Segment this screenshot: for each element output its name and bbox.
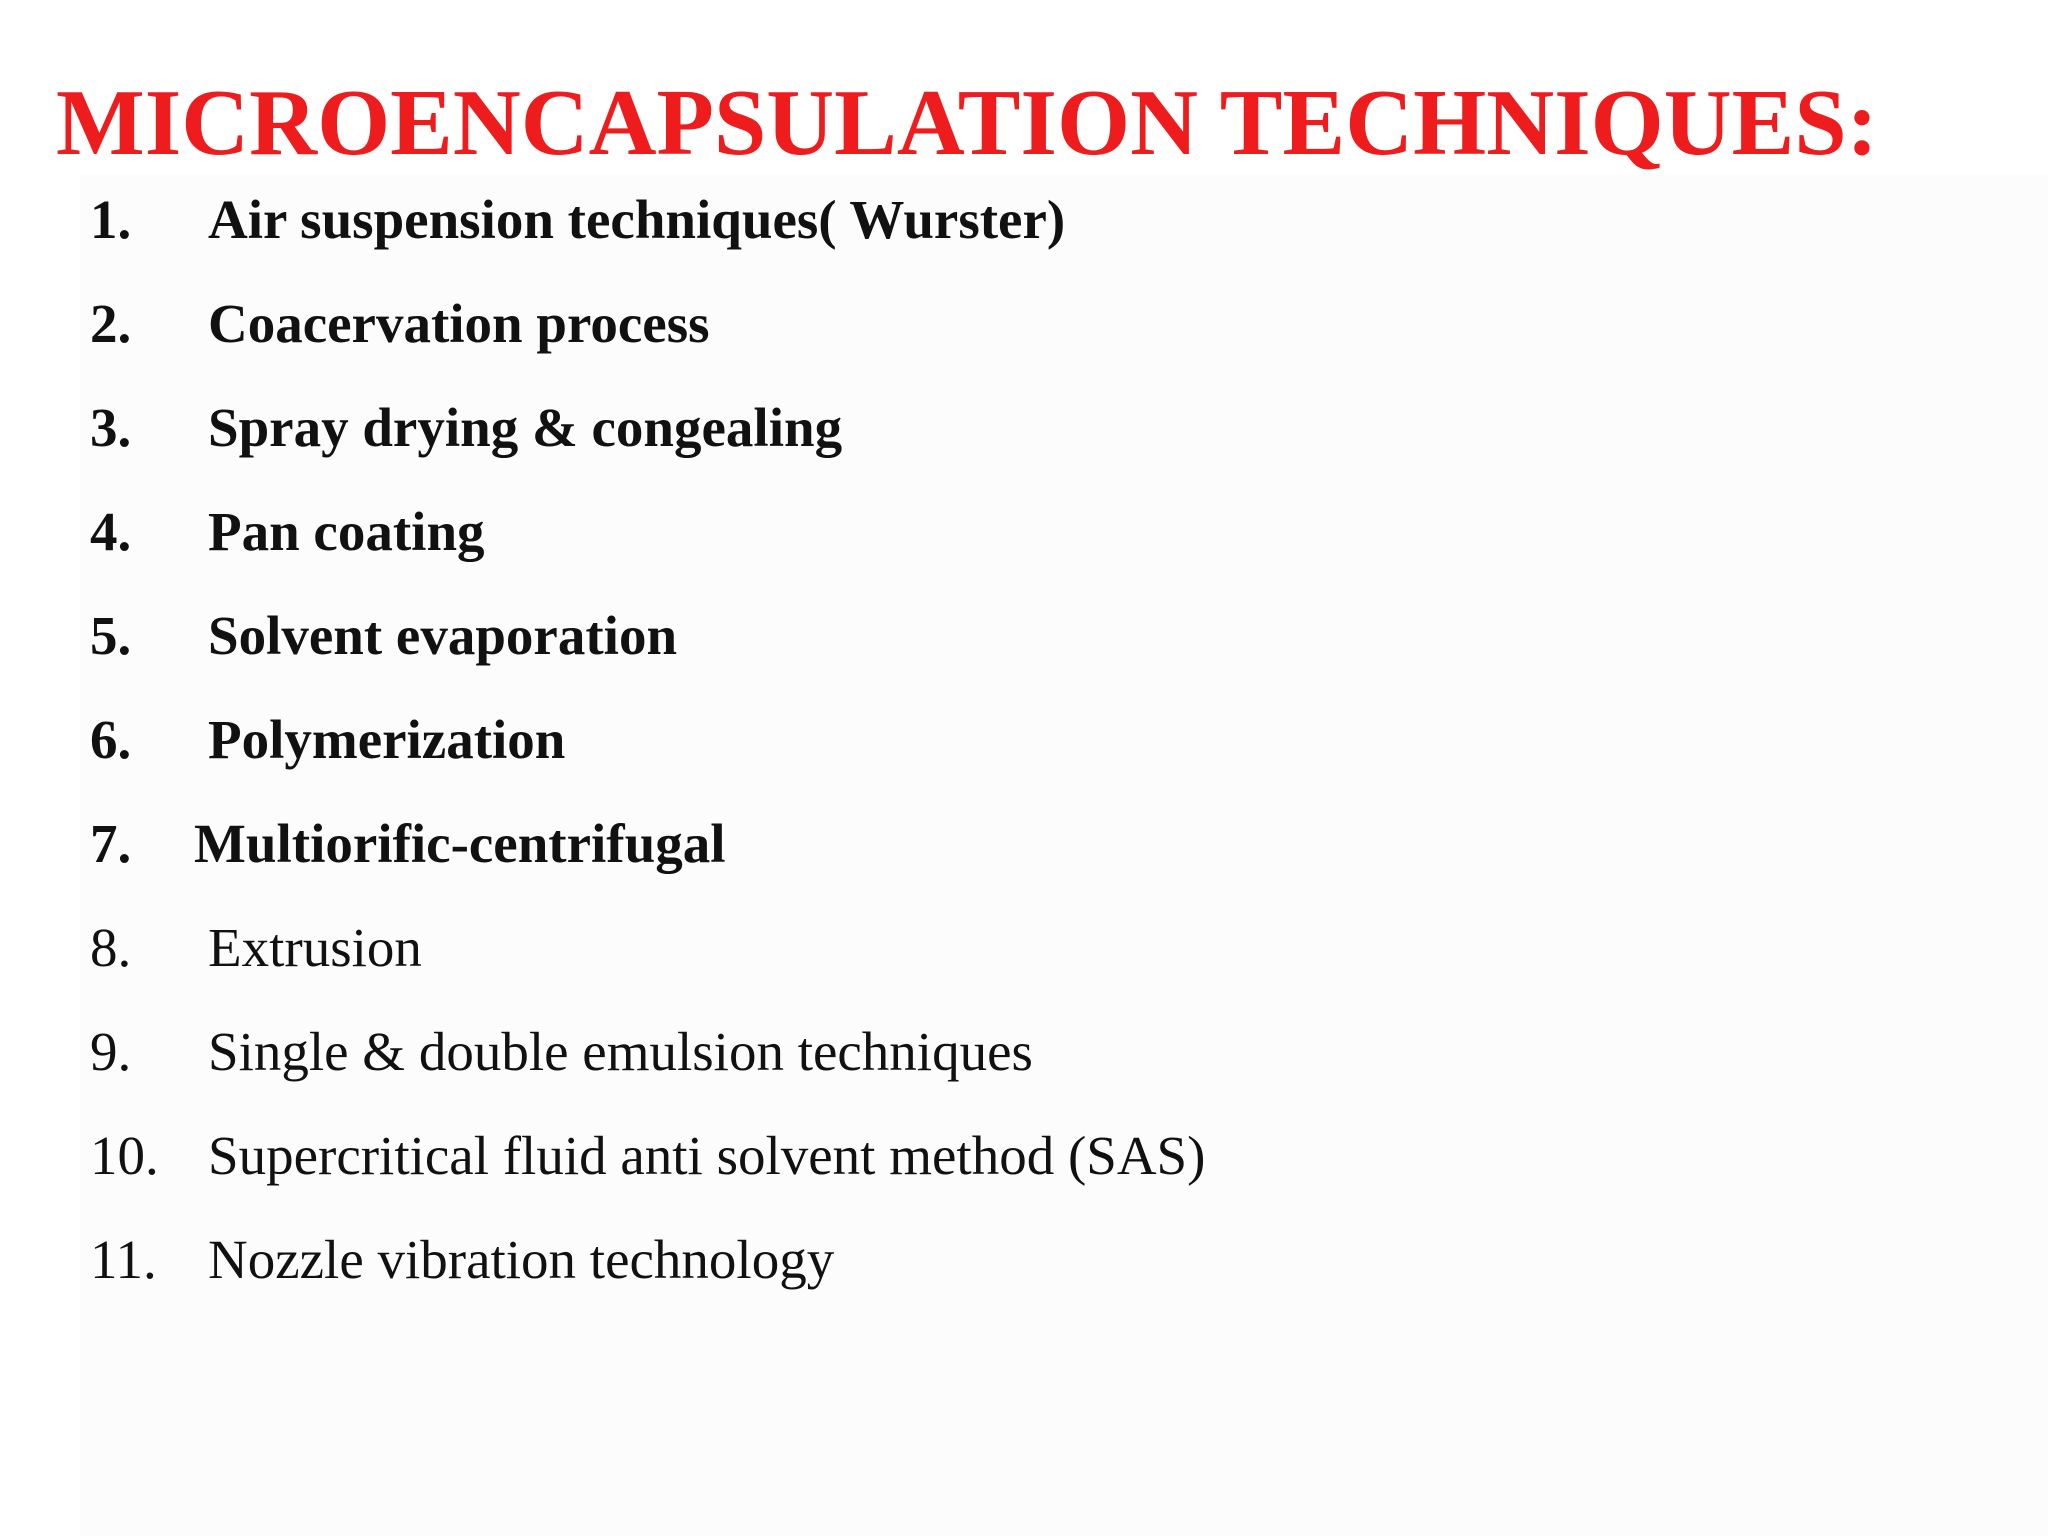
- list-item-text: Solvent evaporation: [208, 605, 678, 666]
- list-item-text: Nozzle vibration technology: [208, 1229, 835, 1290]
- list-item-text: Pan coating: [208, 501, 485, 562]
- list-item-number: 10.: [90, 1125, 159, 1186]
- list-item-number: 6.: [90, 709, 132, 770]
- list-item: [90, 596, 1205, 700]
- list-item-text: Polymerization: [208, 709, 566, 770]
- list-item-text: Multiorific-centrifugal: [194, 813, 726, 874]
- list-item: [90, 908, 1205, 1012]
- list-item: [90, 388, 1205, 492]
- list-item-text: Supercritical fluid anti solvent method (SAS): [208, 1125, 1206, 1186]
- list-item-number: 4.: [90, 501, 132, 562]
- list-item: [90, 1116, 1205, 1220]
- techniques-list: [90, 180, 1205, 1324]
- list-item-number: 1.: [90, 189, 132, 250]
- list-item: [90, 1012, 1205, 1116]
- list-item-text: Extrusion: [208, 917, 422, 978]
- slide-title: MICROENCAPSULATION TECHNIQUES:: [56, 71, 1878, 175]
- list-item-number: 2.: [90, 293, 132, 354]
- list-item: [90, 700, 1205, 804]
- list-item-text: Single & double emulsion techniques: [208, 1021, 1033, 1082]
- list-item-text: Air suspension techniques( Wurster): [208, 189, 1066, 250]
- list-item: [90, 180, 1205, 284]
- list-item-number: 7.: [90, 813, 132, 874]
- list-item: [90, 1220, 1205, 1324]
- list-item: [90, 804, 1205, 908]
- list-item-text: Coacervation process: [208, 293, 710, 354]
- list-item-number: 8.: [90, 917, 132, 978]
- list-item: [90, 492, 1205, 596]
- list-item-number: 11.: [90, 1229, 157, 1290]
- list-item-number: 5.: [90, 605, 132, 666]
- list-item-text: Spray drying & congealing: [208, 397, 843, 458]
- list-item: [90, 284, 1205, 388]
- list-item-number: 3.: [90, 397, 132, 458]
- list-item-number: 9.: [90, 1021, 132, 1082]
